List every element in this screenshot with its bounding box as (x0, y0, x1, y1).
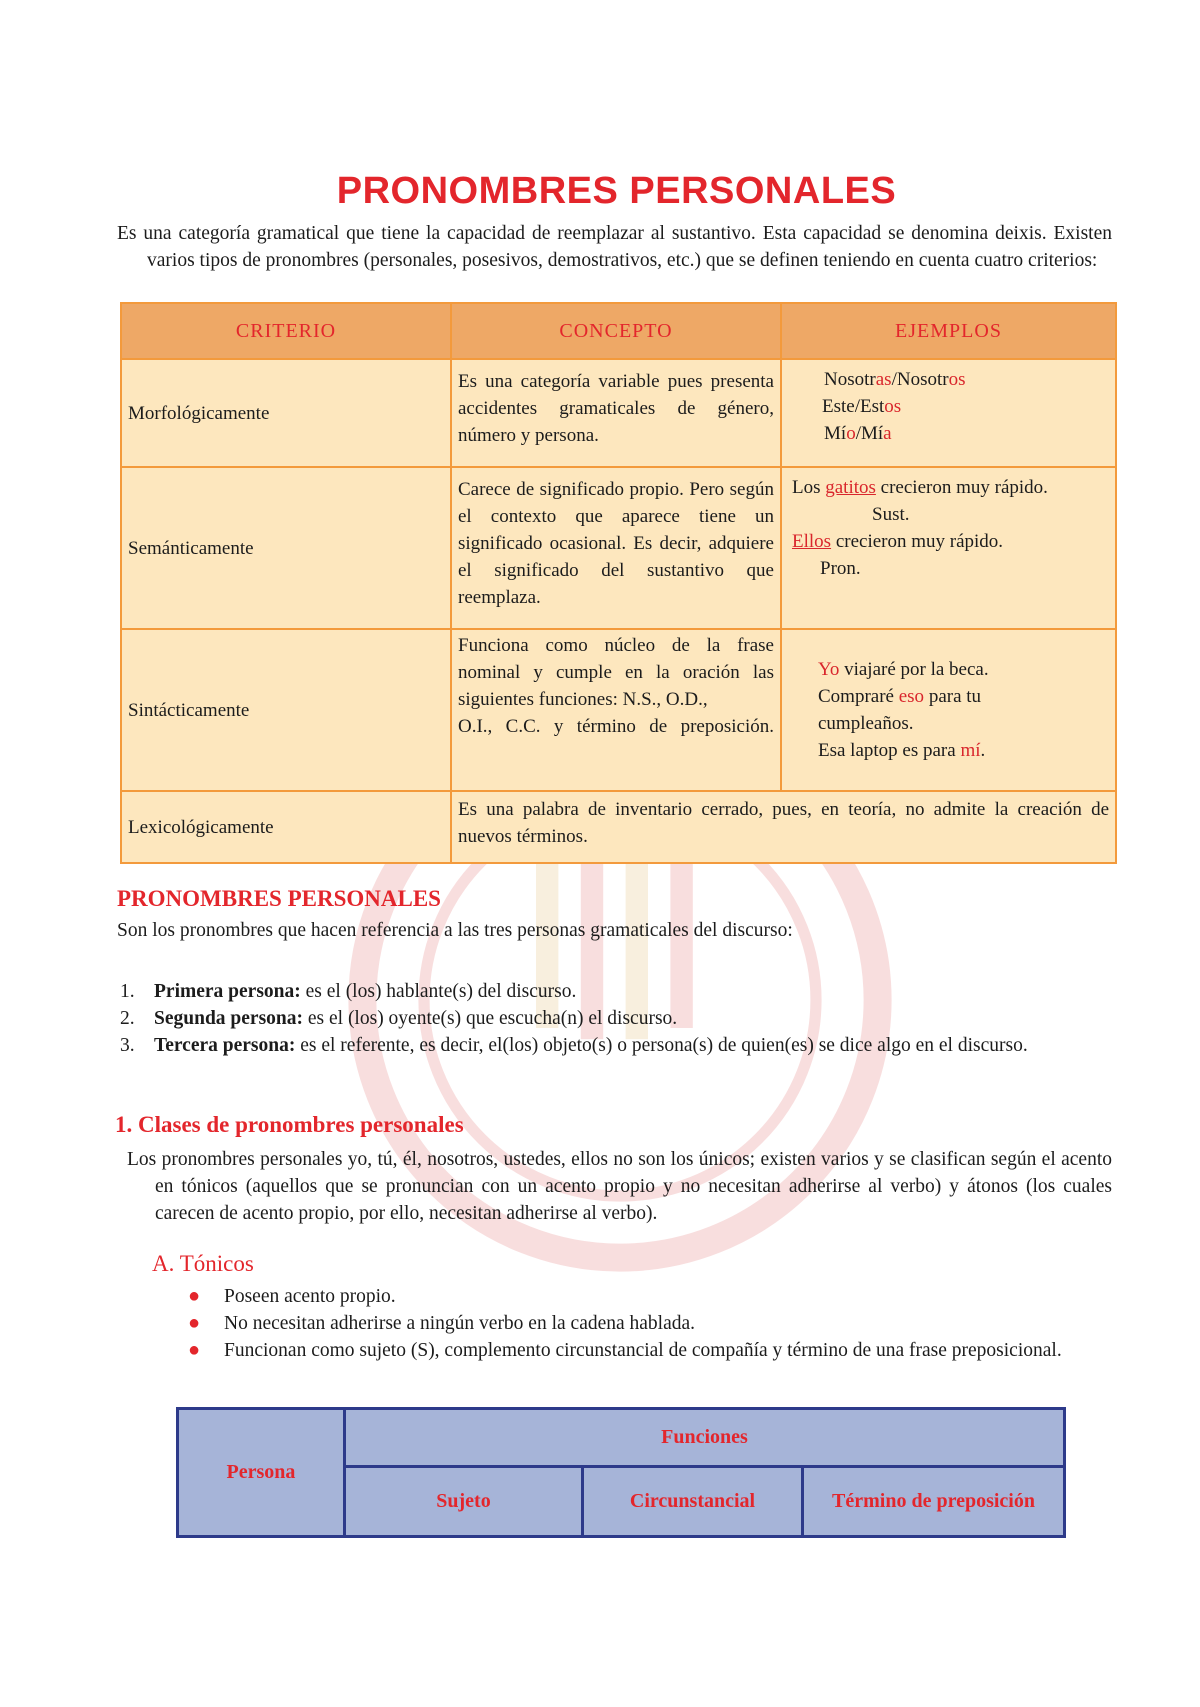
bullet-dot-icon: ● (188, 1285, 201, 1307)
section-heading-clases: 1. Clases de pronombres personales (115, 1112, 464, 1137)
example-tag: Pron. (820, 558, 861, 579)
list-item: ● Poseen acento propio. (188, 1283, 1112, 1310)
table-row (121, 467, 1116, 629)
header-ejemplos: EJEMPLOS (781, 303, 1116, 359)
table-row (121, 629, 1116, 791)
tonicos-bullets (188, 1283, 1112, 1364)
sub-heading-tonicos: A. Tónicos (152, 1251, 254, 1276)
ejemplos-cell (781, 629, 1116, 791)
table-row (121, 359, 1116, 467)
ejemplos-cell (781, 359, 1116, 467)
bullet-dot-icon: ● (188, 1339, 201, 1361)
section-text-clases: Los pronombres personales yo, tú, él, nosotros, ustedes, ellos no son los únicos; existen varios y se clasifican según el acento en tónicos (aquellos que se pronuncian con un acento propio y no necesitan adherirse al verbo) y átonos (los cuales carecen de acento propio, por ello, necesitan adherirse al verbo). (127, 1149, 1112, 1224)
header-funciones: Funciones (345, 1409, 1065, 1467)
list-item: 1. Primera persona: es el (los) hablante(s) del discurso. (120, 981, 577, 1002)
concepto-cell: Carece de significado propio. Pero según el contexto que aparece tiene un significado ocasional. Es decir, adquiere el significado del sustantivo que reemplaza. (451, 467, 781, 629)
functions-table (176, 1407, 1066, 1538)
list-item: ● No necesitan adherirse a ningún verbo en la cadena hablada. (188, 1310, 1112, 1337)
example-line: Nosotras/Nosotros (824, 369, 966, 390)
criteria-header-row (121, 303, 1116, 359)
functions-header-row (178, 1409, 1065, 1467)
criterio-cell: Morfológicamente (121, 359, 451, 467)
ejemplos-cell (781, 467, 1116, 629)
header-criterio: CRITERIO (121, 303, 451, 359)
bullet-dot-icon: ● (188, 1312, 201, 1334)
example-line: Este/Estos (822, 396, 902, 417)
header-concepto: CONCEPTO (451, 303, 781, 359)
example-line: Los gatitos crecieron muy rápido. (792, 477, 1048, 498)
example-line: Ellos crecieron muy rápido. (792, 531, 1004, 552)
header-sujeto: Sujeto (345, 1467, 583, 1537)
intro-paragraph: Es una categoría gramatical que tiene la capacidad de reemplazar al sustantivo. Esta capacidad se denomina deixis. Existen varios tipos de pronombres (personales, posesivos, demostrativos, etc.) que se definen teniendo en cuenta cuatro criterios: (117, 223, 1112, 271)
criteria-table (120, 302, 1117, 864)
list-item: 3. Tercera persona: es el referente, es decir, el(los) objeto(s) o persona(s) de quien(es) se dice algo en el discurso. (120, 1035, 1028, 1056)
list-item: 2. Segunda persona: es el (los) oyente(s) que escucha(n) el discurso. (120, 1008, 678, 1029)
page-title: PRONOMBRES PERSONALES (336, 170, 897, 212)
header-termino-preposicion: Término de preposición (803, 1467, 1065, 1537)
example-tag: Sust. (872, 504, 910, 525)
concepto-cell: Es una palabra de inventario cerrado, pues, en teoría, no admite la creación de nuevos términos. (451, 791, 1116, 863)
section-heading-personales: PRONOMBRES PERSONALES (117, 886, 441, 911)
criterio-cell: Semánticamente (121, 467, 451, 629)
example-line: Yo viajaré por la beca. (818, 659, 989, 680)
list-item: ● Funcionan como sujeto (S), complemento circunstancial de compañía y término de una frase preposicional. (188, 1337, 1112, 1364)
criterio-cell: Sintácticamente (121, 629, 451, 791)
example-line: Mío/Mía (824, 423, 892, 444)
criterio-cell: Lexicológicamente (121, 791, 451, 863)
header-circunstancial: Circunstancial (583, 1467, 803, 1537)
example-line: Compraré eso para tu cumpleaños. (818, 686, 982, 734)
example-line: Esa laptop es para mí. (818, 740, 986, 761)
section-text-personales: Son los pronombres que hacen referencia a las tres personas gramaticales del discurso: (117, 920, 793, 941)
persons-list (120, 978, 1112, 1059)
concepto-cell: Es una categoría variable pues presenta accidentes gramaticales de género, número y persona. (451, 359, 781, 467)
header-persona: Persona (178, 1409, 345, 1537)
table-row (121, 791, 1116, 863)
concepto-cell: Funciona como núcleo de la frase nominal y cumple en la oración las siguientes funciones: N.S., O.D., O.I., C.C. y término de preposición. (451, 629, 781, 791)
